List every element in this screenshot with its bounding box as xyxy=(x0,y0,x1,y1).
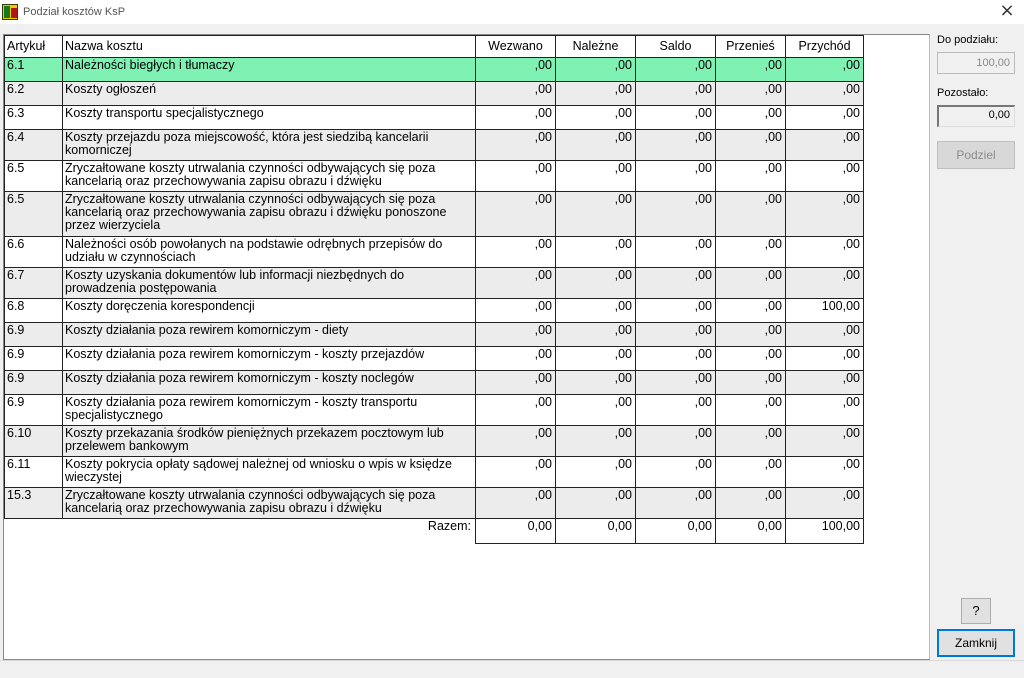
row-przenies[interactable]: ,00 xyxy=(716,130,786,161)
row-wezwano[interactable]: ,00 xyxy=(476,192,556,237)
row-nalezne[interactable]: ,00 xyxy=(556,347,636,371)
row-przychod[interactable]: ,00 xyxy=(786,426,864,457)
row-saldo[interactable]: ,00 xyxy=(636,58,716,82)
row-nalezne[interactable]: ,00 xyxy=(556,426,636,457)
row-nalezne[interactable]: ,00 xyxy=(556,323,636,347)
row-artykul[interactable]: 6.9 xyxy=(5,371,63,395)
row-wezwano[interactable]: ,00 xyxy=(476,457,556,488)
zamknij-button[interactable]: Zamknij xyxy=(937,629,1015,657)
row-przenies[interactable]: ,00 xyxy=(716,237,786,268)
row-przenies[interactable]: ,00 xyxy=(716,426,786,457)
title-bar xyxy=(0,0,1024,24)
table-row[interactable] xyxy=(5,192,864,237)
row-nalezne[interactable]: ,00 xyxy=(556,457,636,488)
row-saldo[interactable]: ,00 xyxy=(636,237,716,268)
row-saldo[interactable]: ,00 xyxy=(636,106,716,130)
table-row[interactable] xyxy=(5,488,864,519)
row-przychod[interactable]: ,00 xyxy=(786,161,864,192)
table-row[interactable] xyxy=(5,130,864,161)
row-nalezne[interactable]: ,00 xyxy=(556,371,636,395)
row-przychod[interactable]: ,00 xyxy=(786,457,864,488)
total-nalezne: 0,00 xyxy=(556,519,636,544)
row-wezwano[interactable]: ,00 xyxy=(476,371,556,395)
row-saldo[interactable]: ,00 xyxy=(636,192,716,237)
totals-spacer xyxy=(5,519,63,544)
col-header-wezwano[interactable]: Wezwano xyxy=(476,36,556,58)
row-przenies[interactable]: ,00 xyxy=(716,268,786,299)
row-artykul[interactable]: 6.5 xyxy=(5,161,63,192)
row-nalezne[interactable]: ,00 xyxy=(556,299,636,323)
row-nazwa[interactable]: Koszty doręczenia korespondencji xyxy=(63,299,476,323)
row-wezwano[interactable]: ,00 xyxy=(476,395,556,426)
row-nazwa[interactable]: Koszty pokrycia opłaty sądowej należnej od wniosku o wpis w księdze wieczystej xyxy=(63,457,476,488)
totals-row xyxy=(5,519,864,544)
row-nalezne[interactable]: ,00 xyxy=(556,268,636,299)
row-artykul[interactable]: 6.8 xyxy=(5,299,63,323)
app-icon xyxy=(2,4,18,20)
row-przychod[interactable]: ,00 xyxy=(786,488,864,519)
col-header-nazwa[interactable]: Nazwa kosztu xyxy=(63,36,476,58)
pozostalo-label: Pozostało: xyxy=(937,87,989,99)
row-wezwano[interactable]: ,00 xyxy=(476,347,556,371)
row-artykul[interactable]: 6.3 xyxy=(5,106,63,130)
row-saldo[interactable]: ,00 xyxy=(636,488,716,519)
row-nazwa[interactable]: Koszty ogłoszeń xyxy=(63,82,476,106)
row-wezwano[interactable]: ,00 xyxy=(476,488,556,519)
status-strip xyxy=(0,660,1024,678)
pozostalo-field[interactable]: 0,00 xyxy=(937,105,1015,127)
row-nalezne[interactable]: ,00 xyxy=(556,237,636,268)
row-artykul[interactable]: 6.1 xyxy=(5,58,63,82)
row-przychod[interactable]: ,00 xyxy=(786,192,864,237)
row-saldo[interactable]: ,00 xyxy=(636,161,716,192)
table-row[interactable] xyxy=(5,395,864,426)
table-row[interactable] xyxy=(5,426,864,457)
row-nazwa[interactable]: Koszty transportu specjalistycznego xyxy=(63,106,476,130)
row-wezwano[interactable]: ,00 xyxy=(476,82,556,106)
do-podzialu-field[interactable]: 100,00 xyxy=(937,52,1015,74)
table-row[interactable] xyxy=(5,457,864,488)
row-przychod[interactable]: ,00 xyxy=(786,268,864,299)
row-nazwa[interactable]: Zryczałtowane koszty utrwalania czynności odbywających się poza kancelarią oraz przechowywania zapisu obrazu i dźwięku ponoszone przez wierzyciela xyxy=(63,192,476,237)
row-artykul[interactable]: 15.3 xyxy=(5,488,63,519)
row-nalezne[interactable]: ,00 xyxy=(556,82,636,106)
row-przychod[interactable]: ,00 xyxy=(786,371,864,395)
row-przenies[interactable]: ,00 xyxy=(716,106,786,130)
row-saldo[interactable]: ,00 xyxy=(636,130,716,161)
help-button[interactable]: ? xyxy=(961,598,991,624)
row-saldo[interactable]: ,00 xyxy=(636,347,716,371)
row-artykul[interactable]: 6.9 xyxy=(5,395,63,426)
row-wezwano[interactable]: ,00 xyxy=(476,58,556,82)
total-przychod: 100,00 xyxy=(786,519,864,544)
row-przychod[interactable]: ,00 xyxy=(786,58,864,82)
row-nazwa[interactable]: Koszty przekazania środków pieniężnych przekazem pocztowym lub przelewem bankowym xyxy=(63,426,476,457)
row-artykul[interactable]: 6.5 xyxy=(5,192,63,237)
col-header-nalezne[interactable]: Należne xyxy=(556,36,636,58)
row-wezwano[interactable]: ,00 xyxy=(476,106,556,130)
costs-table xyxy=(4,35,864,544)
table-row[interactable] xyxy=(5,237,864,268)
table-row[interactable] xyxy=(5,161,864,192)
row-przenies[interactable]: ,00 xyxy=(716,82,786,106)
col-header-artykul[interactable]: Artykuł xyxy=(5,36,63,58)
row-nalezne[interactable]: ,00 xyxy=(556,192,636,237)
row-przenies[interactable]: ,00 xyxy=(716,58,786,82)
col-header-saldo[interactable]: Saldo xyxy=(636,36,716,58)
row-artykul[interactable]: 6.10 xyxy=(5,426,63,457)
table-row[interactable] xyxy=(5,106,864,130)
row-wezwano[interactable]: ,00 xyxy=(476,426,556,457)
row-przychod[interactable]: ,00 xyxy=(786,130,864,161)
row-przenies[interactable]: ,00 xyxy=(716,457,786,488)
row-nazwa[interactable]: Koszty przejazdu poza miejscowość, która jest siedzibą kancelarii komorniczej xyxy=(63,130,476,161)
row-nazwa[interactable]: Koszty działania poza rewirem komorniczym - koszty noclegów xyxy=(63,371,476,395)
row-przychod[interactable]: ,00 xyxy=(786,237,864,268)
table-row[interactable] xyxy=(5,371,864,395)
row-przenies[interactable]: ,00 xyxy=(716,395,786,426)
row-przenies[interactable]: ,00 xyxy=(716,347,786,371)
row-saldo[interactable]: ,00 xyxy=(636,371,716,395)
row-wezwano[interactable]: ,00 xyxy=(476,130,556,161)
row-saldo[interactable]: ,00 xyxy=(636,299,716,323)
row-artykul[interactable]: 6.6 xyxy=(5,237,63,268)
close-icon[interactable]: × xyxy=(999,0,1015,21)
row-nazwa[interactable]: Koszty działania poza rewirem komorniczym - diety xyxy=(63,323,476,347)
row-saldo[interactable]: ,00 xyxy=(636,82,716,106)
costs-grid[interactable] xyxy=(3,34,930,660)
row-nazwa[interactable]: Koszty działania poza rewirem komorniczym - koszty przejazdów xyxy=(63,347,476,371)
row-przychod[interactable]: ,00 xyxy=(786,82,864,106)
row-saldo[interactable]: ,00 xyxy=(636,426,716,457)
totals-label: Razem: xyxy=(63,519,476,544)
row-przychod[interactable]: ,00 xyxy=(786,347,864,371)
row-saldo[interactable]: ,00 xyxy=(636,395,716,426)
table-row[interactable] xyxy=(5,82,864,106)
row-nalezne[interactable]: ,00 xyxy=(556,130,636,161)
row-nazwa[interactable]: Należności biegłych i tłumaczy xyxy=(63,58,476,82)
row-artykul[interactable]: 6.2 xyxy=(5,82,63,106)
row-przychod[interactable]: ,00 xyxy=(786,323,864,347)
podziel-button[interactable]: Podziel xyxy=(937,141,1015,169)
header-row xyxy=(5,36,864,58)
row-wezwano[interactable]: ,00 xyxy=(476,161,556,192)
row-przychod[interactable]: ,00 xyxy=(786,106,864,130)
total-saldo: 0,00 xyxy=(636,519,716,544)
row-nalezne[interactable]: ,00 xyxy=(556,395,636,426)
row-nazwa[interactable]: Zryczałtowane koszty utrwalania czynności odbywających się poza kancelarią oraz przechowywania zapisu obrazu i dźwięku xyxy=(63,161,476,192)
row-nazwa[interactable]: Koszty uzyskania dokumentów lub informacji niezbędnych do prowadzenia postępowania xyxy=(63,268,476,299)
total-przenies: 0,00 xyxy=(716,519,786,544)
row-saldo[interactable]: ,00 xyxy=(636,323,716,347)
row-wezwano[interactable]: ,00 xyxy=(476,323,556,347)
row-artykul[interactable]: 6.9 xyxy=(5,323,63,347)
row-wezwano[interactable]: ,00 xyxy=(476,299,556,323)
window-title: Podział kosztów KsP xyxy=(23,6,126,18)
col-header-przenies[interactable]: Przenieś xyxy=(716,36,786,58)
table-row[interactable] xyxy=(5,347,864,371)
col-header-przychod[interactable]: Przychód xyxy=(786,36,864,58)
row-przenies[interactable]: ,00 xyxy=(716,371,786,395)
table-row[interactable] xyxy=(5,323,864,347)
row-nalezne[interactable]: ,00 xyxy=(556,106,636,130)
row-nalezne[interactable]: ,00 xyxy=(556,58,636,82)
row-nazwa[interactable]: Zryczałtowane koszty utrwalania czynności odbywających się poza kancelarią oraz przechowywania zapisu obrazu i dźwięku xyxy=(63,488,476,519)
table-row[interactable] xyxy=(5,268,864,299)
row-artykul[interactable]: 6.9 xyxy=(5,347,63,371)
row-przenies[interactable]: ,00 xyxy=(716,161,786,192)
row-artykul[interactable]: 6.11 xyxy=(5,457,63,488)
row-nalezne[interactable]: ,00 xyxy=(556,161,636,192)
row-wezwano[interactable]: ,00 xyxy=(476,237,556,268)
row-przenies[interactable]: ,00 xyxy=(716,488,786,519)
row-przenies[interactable]: ,00 xyxy=(716,192,786,237)
row-saldo[interactable]: ,00 xyxy=(636,268,716,299)
row-artykul[interactable]: 6.4 xyxy=(5,130,63,161)
total-wezwano: 0,00 xyxy=(476,519,556,544)
row-nazwa[interactable]: Koszty działania poza rewirem komorniczym - koszty transportu specjalistycznego xyxy=(63,395,476,426)
row-nazwa[interactable]: Należności osób powołanych na podstawie odrębnych przepisów do udziału w czynnościach xyxy=(63,237,476,268)
table-row[interactable] xyxy=(5,299,864,323)
row-artykul[interactable]: 6.7 xyxy=(5,268,63,299)
table-row[interactable] xyxy=(5,58,864,82)
do-podzialu-label: Do podziału: xyxy=(937,34,999,46)
row-przenies[interactable]: ,00 xyxy=(716,299,786,323)
row-nalezne[interactable]: ,00 xyxy=(556,488,636,519)
row-przenies[interactable]: ,00 xyxy=(716,323,786,347)
row-wezwano[interactable]: ,00 xyxy=(476,268,556,299)
row-przychod[interactable]: ,00 xyxy=(786,395,864,426)
row-saldo[interactable]: ,00 xyxy=(636,457,716,488)
row-przychod[interactable]: 100,00 xyxy=(786,299,864,323)
